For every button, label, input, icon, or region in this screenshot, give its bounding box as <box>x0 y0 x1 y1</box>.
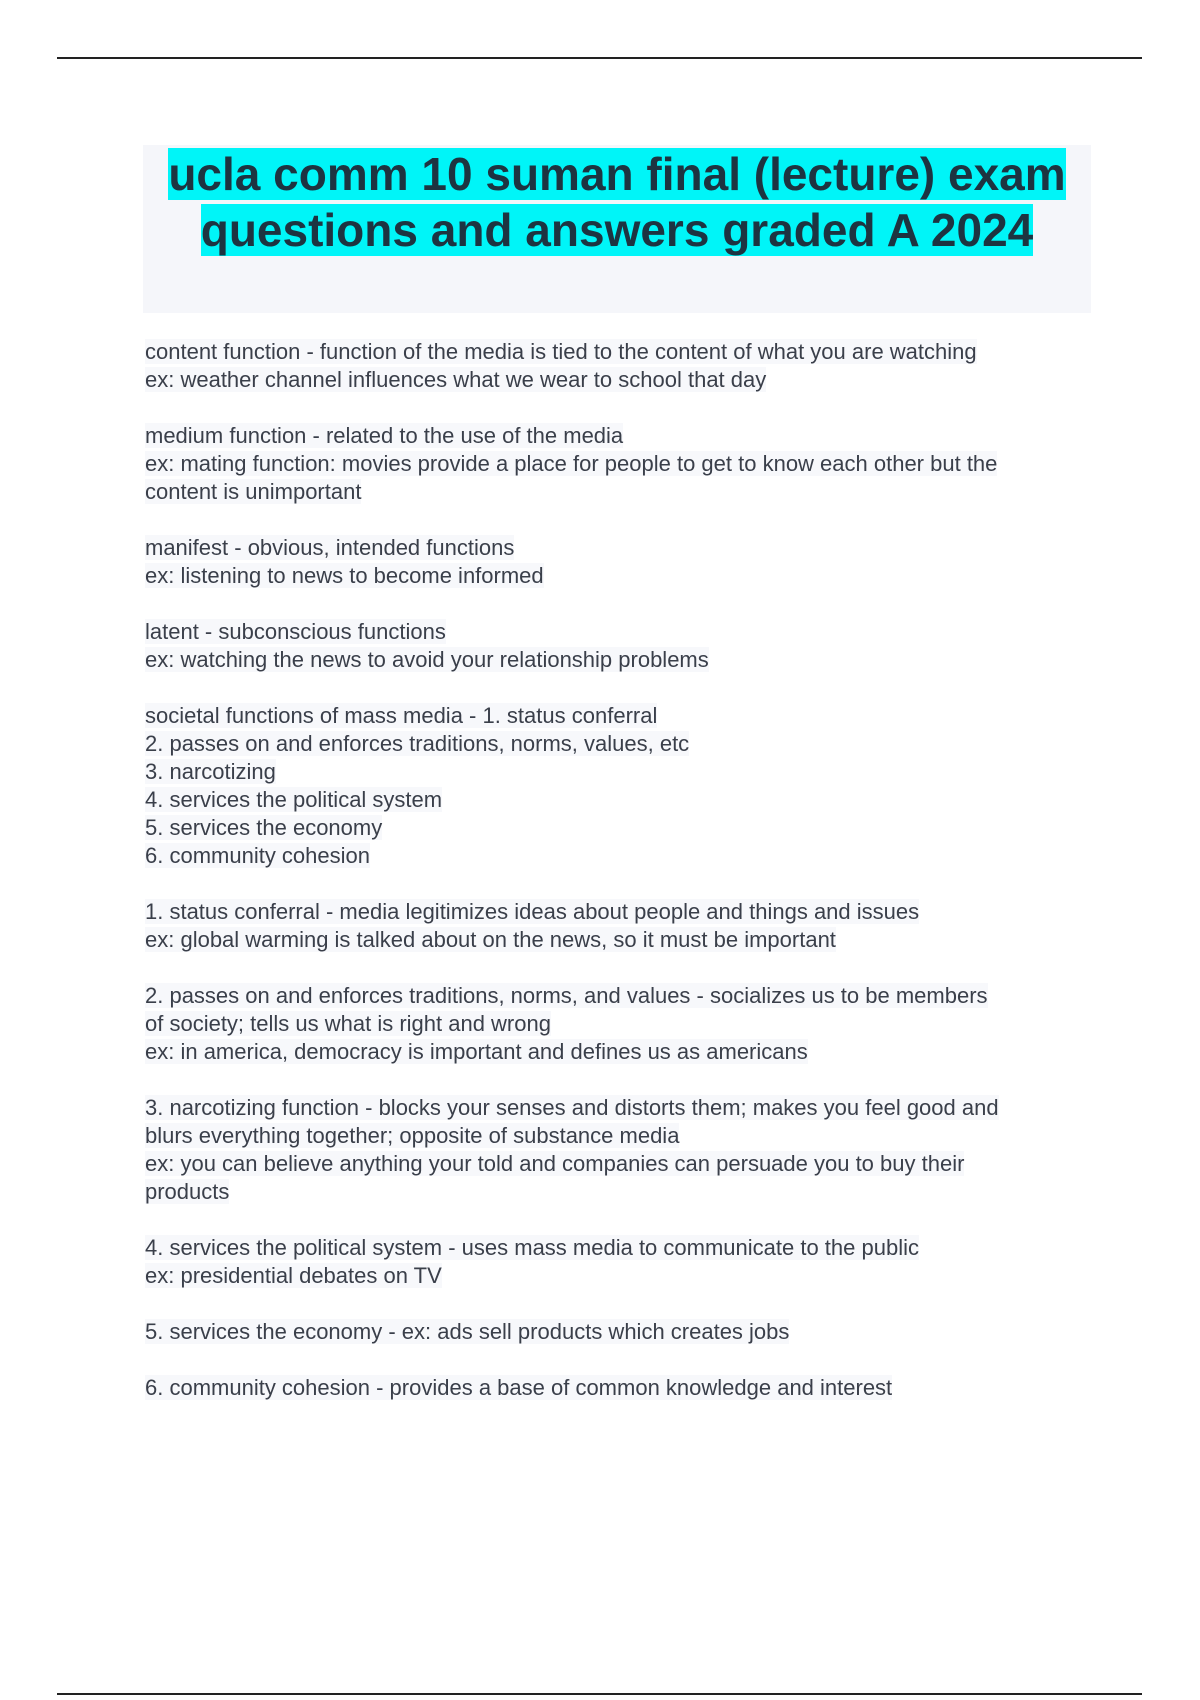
entry-text: 6. community cohesion - provides a base of common knowledge and interest <box>145 1375 893 1400</box>
entry-detail-line <box>145 366 1095 394</box>
entry-term-line <box>145 534 1095 562</box>
entry-text: content function - function of the media is tied to the content of what you are watching <box>145 339 977 364</box>
entry-detail-line <box>145 646 1095 674</box>
entry-detail-line <box>145 758 1095 786</box>
entry-text: ex: listening to news to become informed <box>145 563 544 588</box>
entry-term-line <box>145 898 1095 926</box>
qa-entry <box>145 1094 1095 1206</box>
entry-text: 5. services the economy - ex: ads sell products which creates jobs <box>145 1319 790 1344</box>
entry-text: 1. status conferral - media legitimizes ideas about people and things and issues <box>145 899 920 924</box>
entry-text: 3. narcotizing function - blocks your senses and distorts them; makes you feel good and <box>145 1095 999 1120</box>
entry-text: blurs everything together; opposite of substance media <box>145 1123 680 1148</box>
entry-text: 3. narcotizing <box>145 759 276 784</box>
entry-detail-line <box>145 1122 1095 1150</box>
entry-detail-line <box>145 926 1095 954</box>
entry-detail-line <box>145 786 1095 814</box>
entry-text: 2. passes on and enforces traditions, norms, values, etc <box>145 731 690 756</box>
entry-text: content is unimportant <box>145 479 362 504</box>
entry-text: ex: in america, democracy is important and defines us as americans <box>145 1039 808 1064</box>
document-body <box>145 338 1095 1430</box>
qa-entry <box>145 1234 1095 1290</box>
entry-detail-line <box>145 1178 1095 1206</box>
entry-text: 6. community cohesion <box>145 843 370 868</box>
entry-term-line <box>145 338 1095 366</box>
entry-text: ex: global warming is talked about on the news, so it must be important <box>145 927 836 952</box>
entry-text: medium function - related to the use of the media <box>145 423 624 448</box>
entry-text: ex: you can believe anything your told and companies can persuade you to buy their <box>145 1151 965 1176</box>
qa-entry <box>145 1318 1095 1346</box>
entry-term-line <box>145 1234 1095 1262</box>
qa-entry <box>145 338 1095 394</box>
entry-text: of society; tells us what is right and wrong <box>145 1011 551 1036</box>
entry-detail-line <box>145 478 1095 506</box>
entry-text: latent - subconscious functions <box>145 619 446 644</box>
qa-entry <box>145 898 1095 954</box>
entry-term-line <box>145 1318 1095 1346</box>
entry-text: 5. services the economy <box>145 815 383 840</box>
qa-entry <box>145 702 1095 870</box>
bottom-divider <box>57 1693 1142 1695</box>
entry-detail-line <box>145 1010 1095 1038</box>
entry-text: ex: watching the news to avoid your relationship problems <box>145 647 709 672</box>
entry-text: 4. services the political system - uses mass media to communicate to the public <box>145 1235 919 1260</box>
entry-detail-line <box>145 730 1095 758</box>
qa-entry <box>145 618 1095 674</box>
entry-text: 2. passes on and enforces traditions, norms, and values - socializes us to be members <box>145 983 988 1008</box>
entry-term-line <box>145 982 1095 1010</box>
entry-term-line <box>145 1094 1095 1122</box>
page-title: ucla comm 10 suman final (lecture) exam questions and answers graded A 2024 <box>168 148 1066 256</box>
title-block <box>143 145 1091 313</box>
entry-text: manifest - obvious, intended functions <box>145 535 515 560</box>
entry-text: ex: presidential debates on TV <box>145 1263 442 1288</box>
entry-detail-line <box>145 450 1095 478</box>
top-divider <box>57 57 1142 59</box>
entry-detail-line <box>145 814 1095 842</box>
qa-entry <box>145 534 1095 590</box>
entry-term-line <box>145 422 1095 450</box>
qa-entry <box>145 982 1095 1066</box>
entry-term-line <box>145 1374 1095 1402</box>
entry-detail-line <box>145 1150 1095 1178</box>
entry-detail-line <box>145 1038 1095 1066</box>
entry-term-line <box>145 618 1095 646</box>
qa-entry <box>145 422 1095 506</box>
entry-text: societal functions of mass media - 1. status conferral <box>145 703 658 728</box>
qa-entry <box>145 1374 1095 1402</box>
entry-detail-line <box>145 562 1095 590</box>
entry-text: ex: mating function: movies provide a place for people to get to know each other but the <box>145 451 998 476</box>
entry-text: ex: weather channel influences what we wear to school that day <box>145 367 767 392</box>
entry-term-line <box>145 702 1095 730</box>
entry-text: 4. services the political system <box>145 787 443 812</box>
entry-detail-line <box>145 842 1095 870</box>
entry-detail-line <box>145 1262 1095 1290</box>
entry-text: products <box>145 1179 230 1204</box>
